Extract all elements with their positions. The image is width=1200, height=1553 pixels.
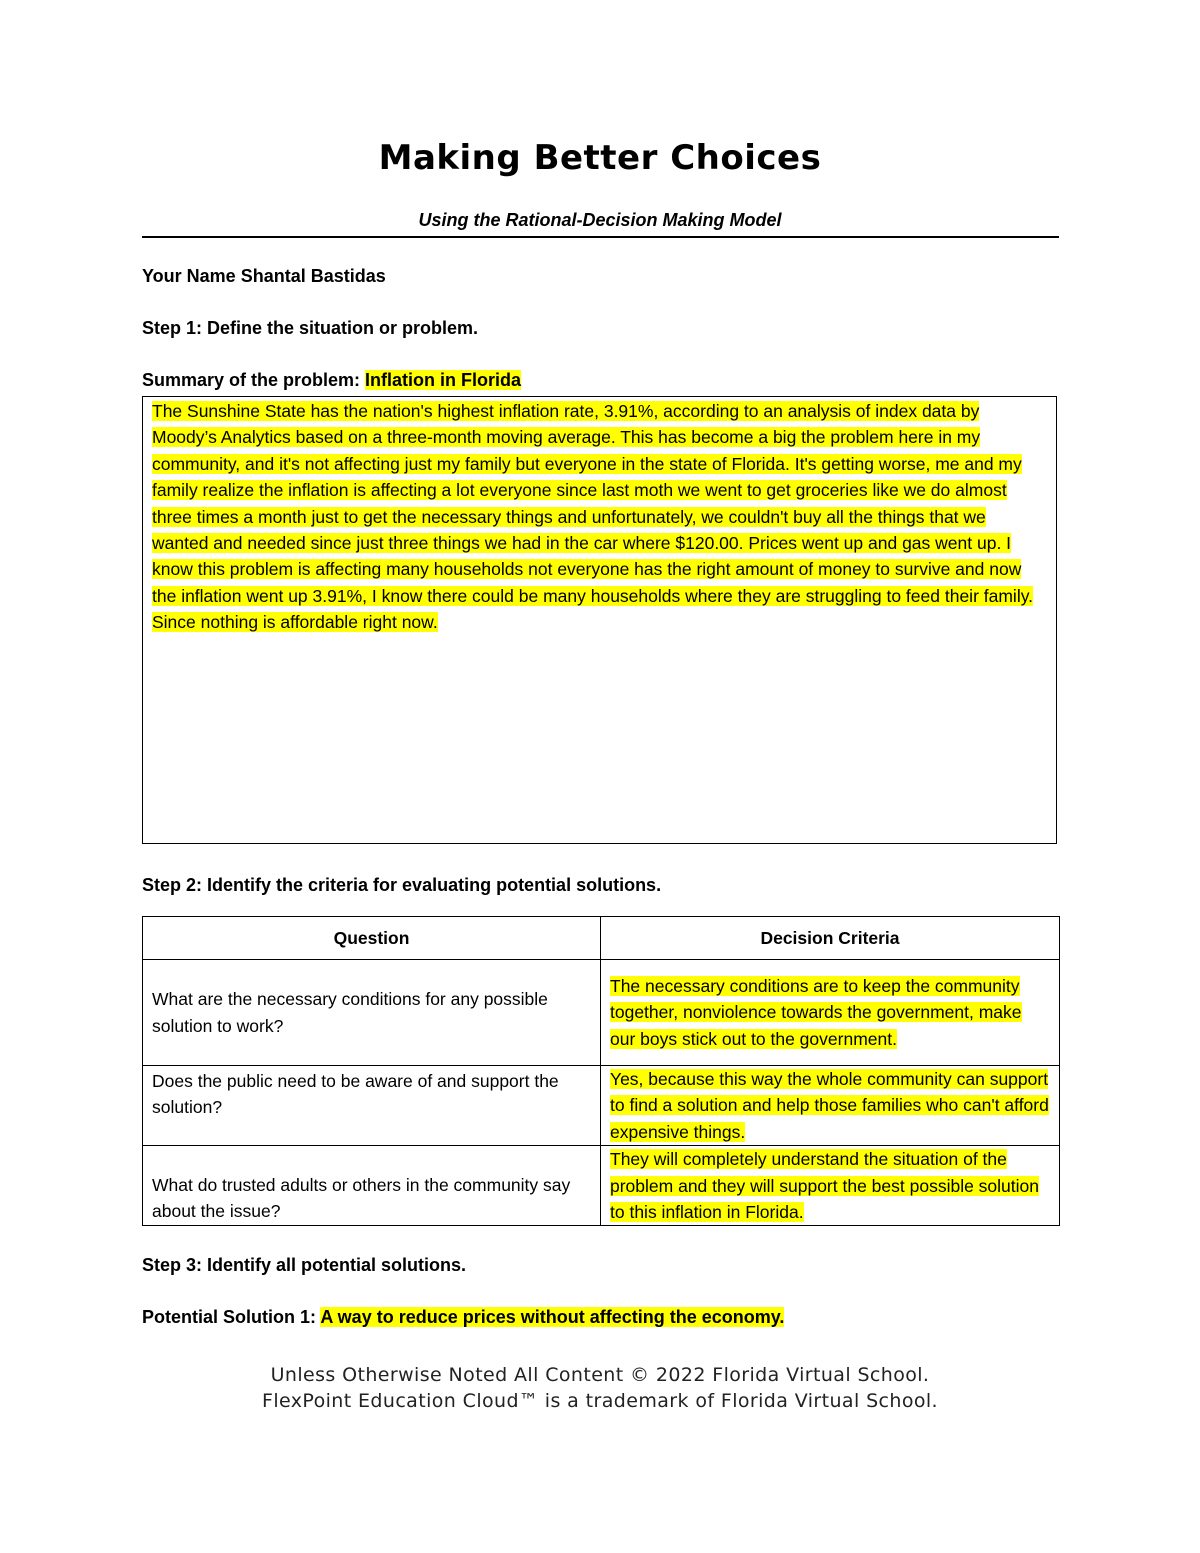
potential-solution-1 [142,1307,784,1328]
table-cell-answer [601,1146,1060,1226]
title-divider [142,236,1059,238]
table-header-criteria: Decision Criteria [601,917,1060,960]
summary-topic: Inflation in Florida [365,370,522,390]
table-header-row [143,917,1060,960]
summary-label: Summary of the problem: [142,370,366,390]
table-cell-answer [601,960,1060,1066]
table-cell-answer [601,1066,1060,1146]
page-title: Making Better Choices [378,138,822,178]
table-cell-question: What are the necessary conditions for any possible solution to work? [143,960,601,1066]
table-cell-question: Does the public need to be aware of and support the solution? [143,1066,601,1146]
footer-copyright: Unless Otherwise Noted All Content © 2022 Florida Virtual School. [270,1364,930,1386]
summary-text-block [152,398,1047,636]
table-row [143,1066,1060,1146]
page-subtitle: Using the Rational-Decision Making Model [418,210,782,230]
table-header-question: Question [143,917,601,960]
table-row [143,1146,1060,1226]
step1-heading: Step 1: Define the situation or problem. [142,318,479,338]
summary-heading [142,370,521,391]
step2-heading: Step 2: Identify the criteria for evaluating potential solutions. [142,875,662,895]
criteria-table [142,916,1060,1226]
answer-text: They will completely understand the situation of the problem and they will support the best possible solution to this inflation in Florida. [610,1149,1039,1223]
student-name-line: Your Name Shantal Bastidas [142,266,386,286]
solution1-text: A way to reduce prices without affecting the economy. [320,1307,785,1327]
step3-heading: Step 3: Identify all potential solutions. [142,1255,467,1275]
answer-text: Yes, because this way the whole community can support to find a solution and help those families who can't afford expensive things. [610,1069,1049,1142]
answer-text: The necessary conditions are to keep the community together, nonviolence towards the government, make our boys stick out to the government. [610,975,1022,1049]
page-footer [0,1362,1200,1414]
table-row [143,960,1060,1066]
footer-trademark: FlexPoint Education Cloud™ is a trademark of Florida Virtual School. [262,1390,938,1412]
solution1-label: Potential Solution 1: [142,1307,321,1327]
summary-text: The Sunshine State has the nation's highest inflation rate, 3.91%, according to an analysis of index data by Moody’s Analytics based on a three-month moving average. This has become a big the problem here in my community, and it's not affecting just my family but everyone in the state of Florida. It's getting worse, me and my family realize the inflation is affecting a lot everyone since last moth we went to get groceries like we do almost three times a month just to get the necessary things and unfortunately, we couldn't buy all the things that we wanted and needed since just three things we had in the car where $120.00. Prices went up and gas went up. I know this problem is affecting many households not everyone has the right amount of money to survive and now the inflation went up 3.91%, I know there could be many households where they are struggling to feed their family. Since nothing is affordable right now. [152,401,1034,633]
table-cell-question: What do trusted adults or others in the community say about the issue? [143,1146,601,1226]
